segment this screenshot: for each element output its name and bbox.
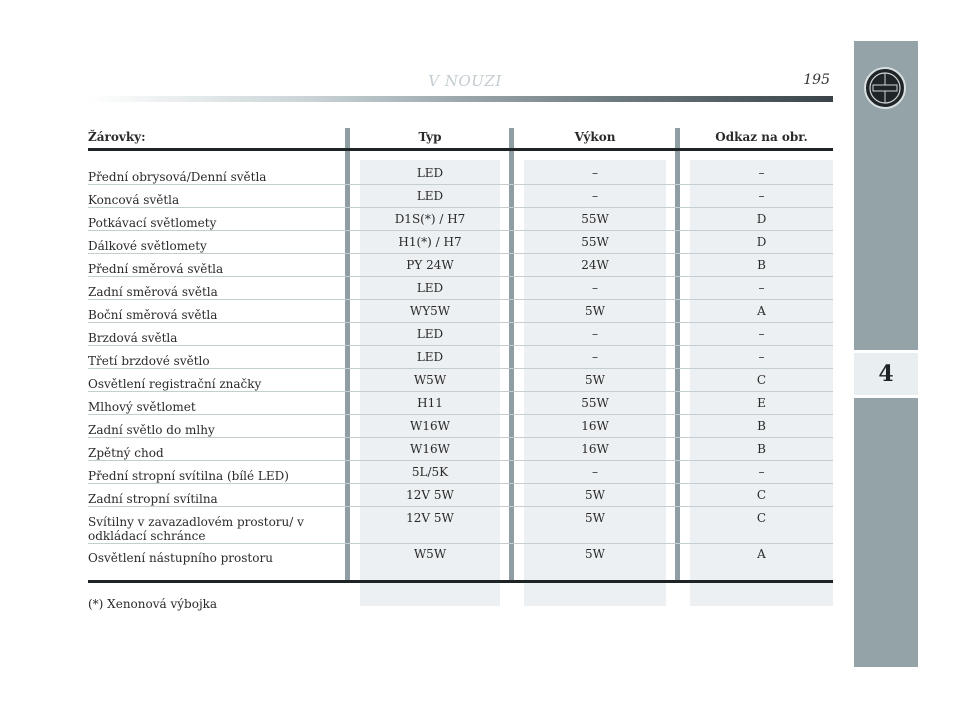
column-separator <box>509 128 514 582</box>
row-rule <box>88 391 833 392</box>
table-cell: Osvětlení registrační značky <box>88 377 262 391</box>
table-cell: – <box>758 281 765 295</box>
table-cell: 5W <box>585 547 605 561</box>
table-cell: LED <box>416 189 444 203</box>
table-cell: H11 <box>417 396 443 410</box>
table-cell: LED <box>416 281 444 295</box>
table-cell: 5W <box>585 304 605 318</box>
table-cell: LED <box>416 166 444 180</box>
page-number: 195 <box>803 72 830 88</box>
table-cell: – <box>592 465 598 479</box>
table-cell: 12V 5W <box>406 511 454 525</box>
table-cell: Přední stropní svítilna (bílé LED) <box>88 469 289 483</box>
header-rule-line <box>88 148 833 151</box>
table-cell: – <box>758 465 765 479</box>
header-cell: Žárovky: <box>88 130 146 144</box>
row-rule <box>88 437 833 438</box>
header-cell: Odkaz na obr. <box>715 130 808 144</box>
table-cell: A <box>757 304 766 318</box>
table-cell: WY5W <box>409 304 451 318</box>
table-cell: 16W <box>581 419 609 433</box>
table-cell: D1S(*) / H7 <box>394 212 466 226</box>
table-cell: B <box>757 442 766 456</box>
lancia-logo-icon <box>864 67 906 109</box>
table-cell: LED <box>416 327 444 341</box>
table-cell: W16W <box>410 442 450 456</box>
row-rule <box>88 368 833 369</box>
table-cell: Boční směrová světla <box>88 308 218 322</box>
table-cell: Třetí brzdové světlo <box>88 354 210 368</box>
table-cell: D <box>756 235 767 249</box>
table-cell: B <box>757 419 766 433</box>
row-rule <box>88 184 833 185</box>
table-cell: 55W <box>581 396 609 410</box>
row-rule <box>88 345 833 346</box>
table-cell: W5W <box>413 547 447 561</box>
table-cell: Koncová světla <box>88 193 180 207</box>
row-rule <box>88 276 833 277</box>
table-cell: PY 24W <box>406 258 454 272</box>
table-cell: – <box>758 350 765 364</box>
table-cell: – <box>592 327 598 341</box>
table-cell: 5L/5K <box>411 465 449 479</box>
table-cell: C <box>756 373 767 387</box>
row-rule <box>88 460 833 461</box>
table-cell: 55W <box>581 235 609 249</box>
table-cell: E <box>757 396 766 410</box>
row-rule <box>88 299 833 300</box>
table-cell: Mlhový světlomet <box>88 400 196 414</box>
column-separator <box>345 128 350 582</box>
table-cell: 5W <box>585 511 605 525</box>
table-cell: A <box>757 547 766 561</box>
section-title: V NOUZI <box>428 72 502 90</box>
table-cell: Zadní směrová světla <box>88 285 218 299</box>
table-header <box>88 128 833 148</box>
column-separator <box>675 128 680 582</box>
table-cell: C <box>756 511 767 525</box>
row-rule <box>88 207 833 208</box>
header-cell: Výkon <box>574 130 616 144</box>
row-rule <box>88 414 833 415</box>
table-cell: – <box>758 189 765 203</box>
row-rule <box>88 230 833 231</box>
table-cell: – <box>758 166 765 180</box>
footnote: (*) Xenonová výbojka <box>88 597 218 611</box>
table-cell: Dálkové světlomety <box>88 239 207 253</box>
row-rule <box>88 253 833 254</box>
table-cell: 12V 5W <box>406 488 454 502</box>
table-cell: 16W <box>581 442 609 456</box>
table-cell: Svítilny v zavazadlovém prostoru/ v odkládací schránce <box>88 515 304 543</box>
header-rule <box>88 96 833 102</box>
table-cell: D <box>756 212 767 226</box>
table-cell: 5W <box>585 488 605 502</box>
table-cell: – <box>592 166 598 180</box>
table-cell: – <box>592 281 598 295</box>
table-cell: W16W <box>410 419 450 433</box>
row-rule <box>88 322 833 323</box>
table-cell: B <box>757 258 766 272</box>
table-cell: Přední obrysová/Denní světla <box>88 170 267 184</box>
table-cell: Osvětlení nástupního prostoru <box>88 551 273 565</box>
table-cell: C <box>756 488 767 502</box>
header-cell: Typ <box>418 130 442 144</box>
table-cell: 5W <box>585 373 605 387</box>
table-cell: LED <box>416 350 444 364</box>
table-cell: Přední směrová světla <box>88 262 224 276</box>
row-rule <box>88 483 833 484</box>
table-cell: Potkávací světlomety <box>88 216 217 230</box>
table-cell: 24W <box>581 258 609 272</box>
table-cell: Zadní stropní svítilna <box>88 492 218 506</box>
row-rule <box>88 506 833 507</box>
table-cell: Zpětný chod <box>88 446 164 460</box>
table-cell: H1(*) / H7 <box>398 235 462 249</box>
table-cell: – <box>758 327 765 341</box>
row-rule <box>88 543 833 544</box>
table-bottom-rule <box>88 580 833 583</box>
table-cell: W5W <box>413 373 447 387</box>
table-cell: Zadní světlo do mlhy <box>88 423 215 437</box>
table-cell: Brzdová světla <box>88 331 178 345</box>
table-cell: – <box>592 350 598 364</box>
table-cell: – <box>592 189 598 203</box>
table-cell: 55W <box>581 212 609 226</box>
chapter-sidebar <box>854 41 918 667</box>
chapter-tab[interactable]: 4 <box>854 350 918 398</box>
